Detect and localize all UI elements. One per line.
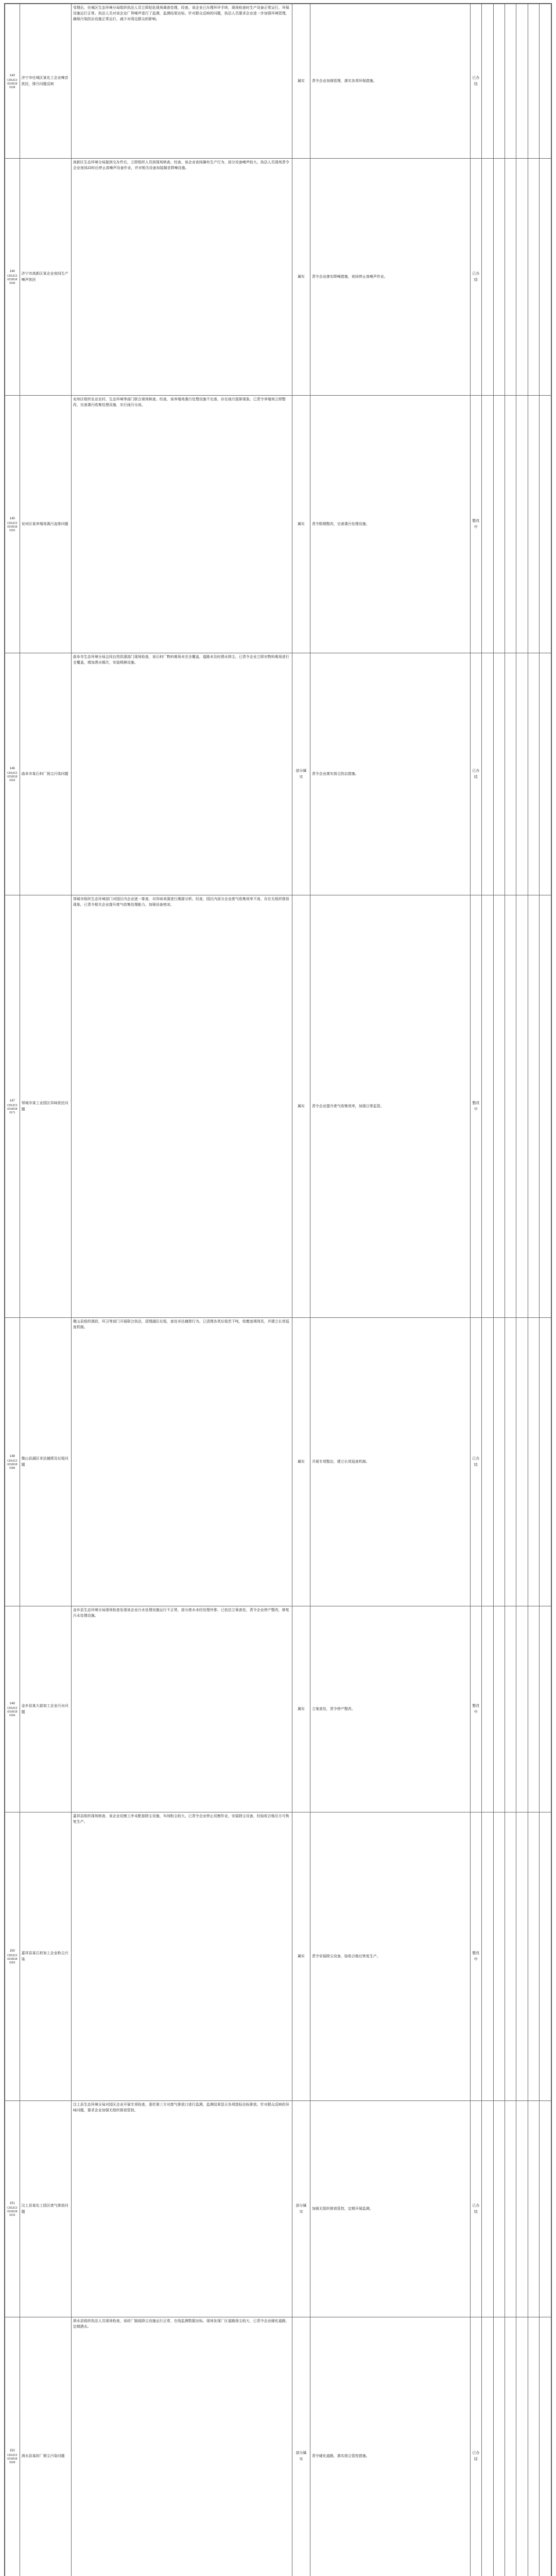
handling-process: 兖州区组织农业农村、生态环境等部门联合现场核查。经查，该养殖场粪污处理设施不完善，存在雨污混排现象。已责令养殖场立即整改，完善粪污收集处理设施，实行雨污分流。 xyxy=(71,396,292,653)
case-code: CDSJC202106180194 xyxy=(7,1707,18,1717)
table-row xyxy=(5,1606,551,1812)
row-index xyxy=(5,653,20,895)
case-code: CDSJC202106180138 xyxy=(7,79,18,89)
empty-cell xyxy=(528,895,539,1318)
handling-process: 汶上县生态环境分局对园区企业开展专项检查，委托第三方对废气排放口进行监测，监测结果显示各项指标达标排放。针对群众反映的异味问题，要求企业加强无组织排放管控。 xyxy=(71,2101,292,2317)
case-code: CDSJC202106180186 xyxy=(7,1460,18,1470)
empty-cell xyxy=(505,1318,516,1606)
table-row xyxy=(5,1318,551,1606)
status-cell: 已办结 xyxy=(470,4,481,159)
empty-cell xyxy=(493,895,505,1318)
empty-cell xyxy=(482,1812,493,2101)
case-code: CDSJC202106180152 xyxy=(7,522,18,532)
complaint-name: 金乡县某大蒜加工企业污水问题 xyxy=(20,1606,71,1812)
case-code: CDSJC202106180171 xyxy=(7,1104,18,1114)
complaint-name: 济宁市任城区某化工企业噪音扰民，排污问题反映 xyxy=(20,4,71,159)
empty-cell xyxy=(516,1606,528,1812)
empty-cell xyxy=(540,159,551,396)
empty-cell xyxy=(528,1812,539,2101)
rectification: 责令企业落实扬尘防治措施。 xyxy=(310,653,470,895)
handling-process: 高新区生态环境分局接到交办件后，立即组织人员到现场核查。经查，该企业夜间确有生产行为，部分设备噪声较大。执法人员现场责令企业夜间22时后停止高噪声设备作业，并对相关设备加装隔音降噪设施。 xyxy=(71,159,292,396)
case-code: CDSJC202106180145 xyxy=(7,275,18,285)
empty-cell xyxy=(540,2101,551,2317)
empty-cell xyxy=(516,4,528,159)
complaint-name: 泗水县某砖厂烟尘污染问题 xyxy=(20,2317,71,2576)
table-row xyxy=(5,653,551,895)
table-row xyxy=(5,2317,551,2576)
row-number: 143 xyxy=(9,74,15,77)
complaint-name: 兖州区某养殖场粪污直排问题 xyxy=(20,396,71,653)
row-number: 149 xyxy=(9,1702,15,1705)
empty-cell xyxy=(482,653,493,895)
empty-cell xyxy=(540,653,551,895)
row-index xyxy=(5,2317,20,2576)
table-row xyxy=(5,396,551,653)
empty-cell xyxy=(528,1318,539,1606)
document-sheet xyxy=(4,3,552,2576)
empty-cell xyxy=(493,2317,505,2576)
empty-cell xyxy=(505,2101,516,2317)
rectification: 责令硬化道路，落实扬尘管控措施。 xyxy=(310,2317,470,2576)
empty-cell xyxy=(505,1606,516,1812)
complaint-name: 曲阜市某石料厂扬尘污染问题 xyxy=(20,653,71,895)
status-cell: 已办结 xyxy=(470,159,481,396)
status-cell: 已办结 xyxy=(470,1318,481,1606)
empty-cell xyxy=(528,2101,539,2317)
empty-cell xyxy=(493,1812,505,2101)
row-number: 151 xyxy=(9,2202,15,2205)
empty-cell xyxy=(482,1606,493,1812)
rectification: 责令安装除尘设备，验收合格后恢复生产。 xyxy=(310,1812,470,2101)
empty-cell xyxy=(493,653,505,895)
verification-result: 属实 xyxy=(292,895,310,1318)
empty-cell xyxy=(528,2317,539,2576)
row-number: 152 xyxy=(9,2449,15,2452)
empty-cell xyxy=(528,653,539,895)
status-cell: 整改中 xyxy=(470,895,481,1318)
empty-cell xyxy=(493,2101,505,2317)
empty-cell xyxy=(516,159,528,396)
status-cell: 已办结 xyxy=(470,2317,481,2576)
verification-result: 属实 xyxy=(292,159,310,396)
empty-cell xyxy=(482,1318,493,1606)
empty-cell xyxy=(482,396,493,653)
empty-cell xyxy=(505,1812,516,2101)
empty-cell xyxy=(528,159,539,396)
empty-cell xyxy=(516,396,528,653)
row-index xyxy=(5,2101,20,2317)
empty-cell xyxy=(493,396,505,653)
empty-cell xyxy=(482,4,493,159)
rectification: 责令企业落实降噪措施，夜间停止高噪声作业。 xyxy=(310,159,470,396)
rectification: 加强无组织排放管控，定期开展监测。 xyxy=(310,2101,470,2317)
row-index xyxy=(5,1606,20,1812)
verification-result: 属实 xyxy=(292,1606,310,1812)
row-number: 148 xyxy=(9,1455,15,1458)
row-number: 145 xyxy=(9,517,15,520)
handling-process: 邹城市组织生态环境部门对园区内企业逐一排查，对异味来源进行溯源分析。经查，园区内部分企业废气收集效率不高，存在无组织排放现象。已责令相关企业提升废气收集处理能力，加强设备密闭。 xyxy=(71,895,292,1318)
handling-process: 金乡县生态环境分局现场检查发现该企业污水处理设施运行不正常，部分废水未经处理外排。已依法立案查处，责令企业停产整改，修复污水处理设施。 xyxy=(71,1606,292,1812)
row-index xyxy=(5,895,20,1318)
row-index xyxy=(5,1812,20,2101)
row-index xyxy=(5,159,20,396)
empty-cell xyxy=(516,2317,528,2576)
empty-cell xyxy=(516,653,528,895)
complaint-table xyxy=(5,4,551,2576)
status-cell: 整改中 xyxy=(470,1812,481,2101)
case-code: CDSJC202106180163 xyxy=(7,772,18,782)
empty-cell xyxy=(540,1812,551,2101)
table-row xyxy=(5,895,551,1318)
empty-cell xyxy=(482,2317,493,2576)
row-number: 146 xyxy=(9,767,15,770)
empty-cell xyxy=(505,396,516,653)
verification-result: 部分属实 xyxy=(292,2317,310,2576)
rectification: 立案查处，责令停产整改。 xyxy=(310,1606,470,1812)
handling-process: 微山县组织渔政、环卫等部门开展联合执法，清理湖区垃圾，查处非法捕捞行为。已清理各类垃圾若干吨，收缴违规网具，并建立长效巡查机制。 xyxy=(71,1318,292,1606)
empty-cell xyxy=(540,2317,551,2576)
complaint-name: 邹城市某工业园区异味扰民问题 xyxy=(20,895,71,1318)
case-code: CDSJC202106180215 xyxy=(7,2207,18,2217)
status-cell: 已办结 xyxy=(470,653,481,895)
empty-cell xyxy=(505,2317,516,2576)
empty-cell xyxy=(482,159,493,396)
rectification: 责令企业加强管理，落实各项环保措施。 xyxy=(310,4,470,159)
empty-cell xyxy=(540,1318,551,1606)
status-cell: 整改中 xyxy=(470,1606,481,1812)
rectification: 开展专项整治，建立长效巡查机制。 xyxy=(310,1318,470,1606)
complaint-name: 嘉祥县某石材加工企业粉尘污染 xyxy=(20,1812,71,2101)
empty-cell xyxy=(505,159,516,396)
complaint-name: 微山县湖区非法捕捞及垃圾问题 xyxy=(20,1318,71,1606)
row-number: 150 xyxy=(9,1950,15,1953)
empty-cell xyxy=(505,653,516,895)
empty-cell xyxy=(540,1606,551,1812)
empty-cell xyxy=(493,159,505,396)
verification-result: 属实 xyxy=(292,4,310,159)
empty-cell xyxy=(505,895,516,1318)
case-code: CDSJC202106180228 xyxy=(7,2454,18,2464)
case-code: CDSJC202106180203 xyxy=(7,1954,18,1964)
row-number: 147 xyxy=(9,1099,15,1103)
row-index xyxy=(5,396,20,653)
empty-cell xyxy=(493,1606,505,1812)
rectification: 责令企业提升废气收集效率，加强日常监管。 xyxy=(310,895,470,1318)
empty-cell xyxy=(516,2101,528,2317)
empty-cell xyxy=(493,1318,505,1606)
verification-result: 部分属实 xyxy=(292,653,310,895)
empty-cell xyxy=(528,4,539,159)
handling-process: 嘉祥县组织现场核查，该企业切割工序未配套除尘设施，车间粉尘较大。已责令企业停止切割作业，安装除尘设备，经验收合格后方可恢复生产。 xyxy=(71,1812,292,2101)
empty-cell xyxy=(540,396,551,653)
row-number: 144 xyxy=(9,270,15,273)
empty-cell xyxy=(482,895,493,1318)
empty-cell xyxy=(482,2101,493,2317)
row-index xyxy=(5,4,20,159)
complaint-name: 济宁市高新区某企业夜间生产噪声扰民 xyxy=(20,159,71,396)
table-row xyxy=(5,159,551,396)
handling-process: 曲阜市生态环境分局会同自然资源部门现场检查，该石料厂物料堆场未完全覆盖，道路未及时洒水抑尘。已责令企业立即对物料堆场进行全覆盖，增加洒水频次，安装喷淋设施。 xyxy=(71,653,292,895)
empty-cell xyxy=(540,895,551,1318)
status-cell: 整改中 xyxy=(470,396,481,653)
empty-cell xyxy=(528,1606,539,1812)
verification-result: 部分属实 xyxy=(292,2101,310,2317)
rectification: 责令限期整改，完善粪污处理设施。 xyxy=(310,396,470,653)
verification-result: 属实 xyxy=(292,1318,310,1606)
empty-cell xyxy=(516,895,528,1318)
table-body xyxy=(5,4,551,2576)
empty-cell xyxy=(540,4,551,159)
empty-cell xyxy=(516,1318,528,1606)
table-row xyxy=(5,4,551,159)
table-row xyxy=(5,1812,551,2101)
complaint-name: 汶上县某化工园区废气排放问题 xyxy=(20,2101,71,2317)
empty-cell xyxy=(505,4,516,159)
status-cell: 已办结 xyxy=(470,2101,481,2317)
empty-cell xyxy=(493,4,505,159)
row-index xyxy=(5,1318,20,1606)
table-row xyxy=(5,2101,551,2317)
verification-result: 属实 xyxy=(292,396,310,653)
verification-result: 属实 xyxy=(292,1812,310,2101)
empty-cell xyxy=(516,1812,528,2101)
handling-process: 泗水县组织执法人员现场检查，该砖厂脱硫除尘设施运行正常，在线监测数据达标。现场发现厂区道路扬尘较大，已责令企业硬化道路、定期洒水。 xyxy=(71,2317,292,2576)
handling-process: 受理后，任城区生态环境分局组织执法人员立即赶赴现场调查处理，经查，该企业已办理环评手续，现场检查时生产设备正常运行，环保设施运行正常。执法人员对该企业厂界噪声进行了监测，监测结果达标。针对群众反映的问题，执法人员要求企业进一步加强环境管理，确保污染防治设施正常运行，减少对周边群众的影响。 xyxy=(71,4,292,159)
empty-cell xyxy=(528,396,539,653)
